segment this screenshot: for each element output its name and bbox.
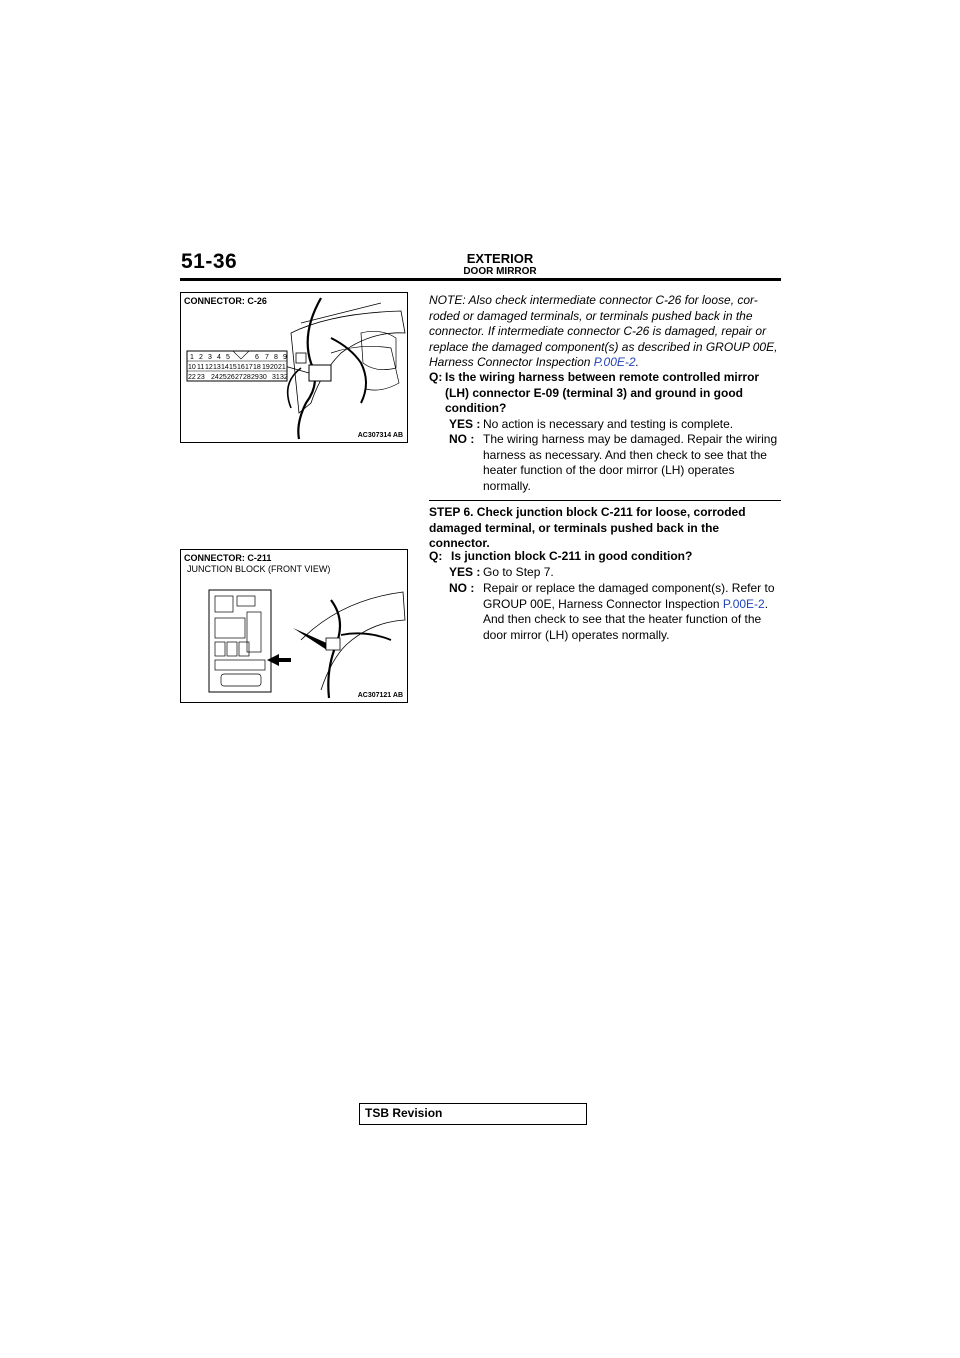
connector-pin: 28 bbox=[243, 374, 251, 381]
connector-pin: 27 bbox=[235, 374, 243, 381]
connector-pin: 18 bbox=[253, 364, 261, 371]
answer-1-no bbox=[449, 432, 781, 494]
connector-pin: 21 bbox=[278, 364, 286, 371]
connector-pin: 14 bbox=[221, 364, 229, 371]
figure2-sublabel: JUNCTION BLOCK (FRONT VIEW) bbox=[187, 564, 331, 574]
connector-pin: 13 bbox=[213, 364, 221, 371]
connector-pin: 19 bbox=[262, 364, 270, 371]
note-link[interactable]: P.00E-2 bbox=[593, 355, 636, 369]
step-divider bbox=[429, 500, 781, 501]
question-2-label: Q: bbox=[429, 549, 443, 563]
connector-pin: 9 bbox=[283, 354, 287, 361]
connector-pin: 15 bbox=[229, 364, 237, 371]
question-2-text: Is junction block C-211 in good condition? bbox=[451, 549, 693, 563]
figure1-code: AC307314 AB bbox=[357, 432, 403, 439]
answer-1-no-label: NO : bbox=[449, 432, 475, 446]
connector-pin: 5 bbox=[226, 354, 230, 361]
answer-2-no-link[interactable]: P.00E-2 bbox=[722, 596, 765, 611]
connector-pin: 2 bbox=[199, 354, 203, 361]
connector-pin: 31 bbox=[272, 374, 280, 381]
connector-pin: 24 bbox=[211, 374, 219, 381]
connector-pin: 32 bbox=[280, 374, 288, 381]
answer-1-yes-text: No action is necessary and testing is complete. bbox=[483, 417, 734, 431]
connector-pin: 7 bbox=[265, 354, 269, 361]
connector-pin: 29 bbox=[251, 374, 259, 381]
connector-pin: 1 bbox=[190, 354, 194, 361]
connector-pin: 30 bbox=[259, 374, 267, 381]
figure1-label: CONNECTOR: C-26 bbox=[184, 296, 267, 306]
footer-tsb-revision bbox=[359, 1103, 587, 1125]
connector-pin: 10 bbox=[188, 364, 196, 371]
figure2-code: AC307121 AB bbox=[357, 692, 403, 699]
connector-pin: 4 bbox=[217, 354, 221, 361]
connector-pin: 3 bbox=[208, 354, 212, 361]
footer-label: TSB Revision bbox=[365, 1106, 443, 1120]
answer-2-no-end: . And then check to see that the heater function of the door mirror (LH) operates normally. bbox=[483, 596, 769, 642]
answer-1-yes-label: YES : bbox=[449, 417, 481, 431]
connector-pin: 11 bbox=[197, 364, 205, 371]
question-1-text: Is the wiring harness between remote controlled mirror (LH) connector E-09 (terminal 3) and ground in good condition? bbox=[445, 370, 760, 415]
answer-2-no-label: NO : bbox=[449, 581, 475, 595]
section-title: EXTERIOR bbox=[466, 251, 534, 266]
note-text: NOTE: Also check intermediate connector C-26 for loose, cor- roded or damaged terminals, or terminals pushed back in the connector. If intermediate connector C-26 is damaged, repair or replace the damaged component(s) as described in GROUP 00E, Harness Connector Inspection bbox=[429, 293, 778, 369]
answer-1-yes bbox=[449, 417, 781, 433]
connector-pin: 20 bbox=[270, 364, 278, 371]
answer-2-yes-text: Go to Step 7. bbox=[483, 565, 554, 579]
note-end: . bbox=[635, 355, 639, 369]
answer-2-no-body bbox=[483, 581, 781, 643]
connector-pin: 6 bbox=[255, 354, 259, 361]
subsection-title: DOOR MIRROR bbox=[463, 266, 537, 277]
figure-connector-c26 bbox=[180, 292, 408, 443]
figure-connector-c211 bbox=[180, 549, 408, 703]
question-2 bbox=[429, 549, 781, 565]
question-1-label: Q: bbox=[429, 370, 443, 384]
connector-pin: 12 bbox=[205, 364, 213, 371]
connector-pin: 17 bbox=[245, 364, 253, 371]
header-rule bbox=[180, 278, 781, 281]
step-6-heading: STEP 6. Check junction block C-211 for loose, corroded damaged terminal, or terminals pushed back in the connector. bbox=[429, 505, 746, 550]
connector-pin: 26 bbox=[227, 374, 235, 381]
answer-2-yes-label: YES : bbox=[449, 565, 481, 579]
answer-2-no bbox=[449, 581, 781, 643]
page-number: 51-36 bbox=[181, 250, 238, 273]
connector-pin: 25 bbox=[219, 374, 227, 381]
connector-pin: 23 bbox=[197, 374, 205, 381]
answer-1-no-text: The wiring harness may be damaged. Repair the wiring harness as necessary. And then check to see that the heater function of the door mirror (LH) operates normally. bbox=[483, 432, 778, 493]
connector-pin: 8 bbox=[274, 354, 278, 361]
question-1 bbox=[429, 370, 781, 417]
answer-2-no-text: Repair or replace the damaged component(s). Refer to GROUP 00E, Harness Connector Inspection bbox=[483, 581, 775, 611]
connector-pin: 16 bbox=[237, 364, 245, 371]
connector-pin: 22 bbox=[188, 374, 196, 381]
figure2-label: CONNECTOR: C-211 bbox=[184, 553, 272, 563]
answer-2-yes bbox=[449, 565, 781, 581]
note-paragraph bbox=[429, 293, 781, 371]
